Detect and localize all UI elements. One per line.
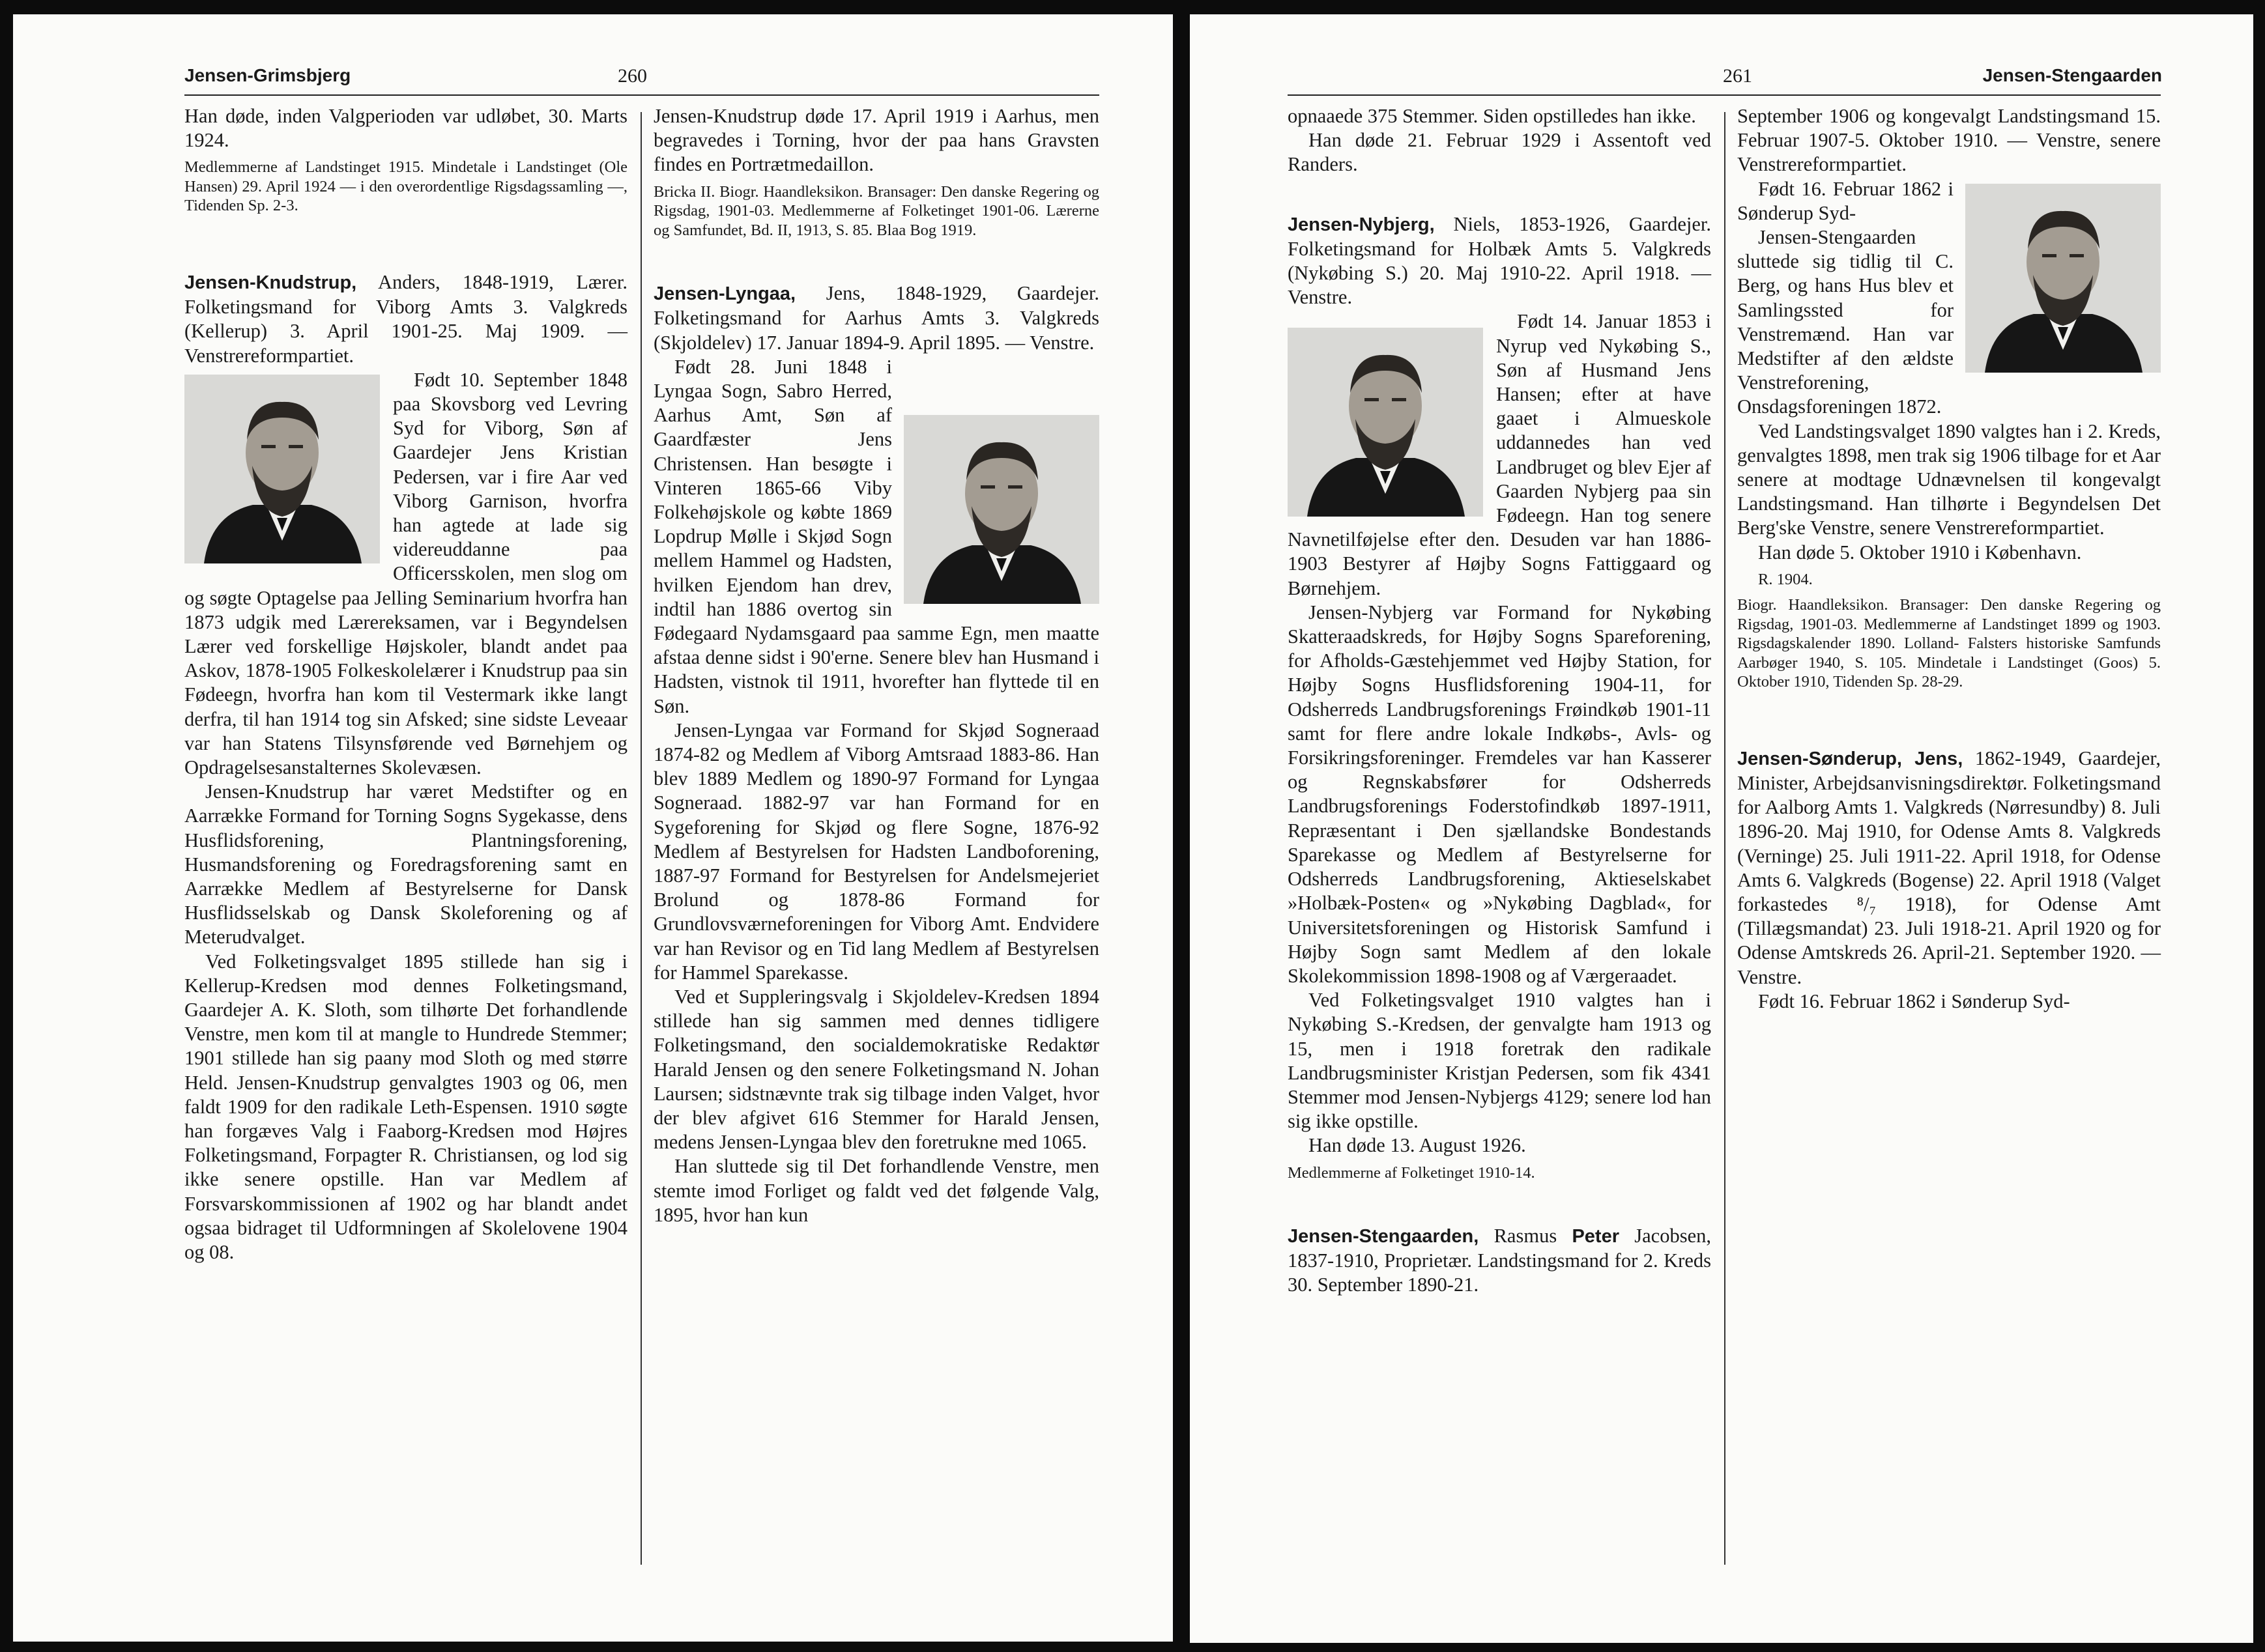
paragraph: Han døde 13. August 1926. [1308,1134,1526,1157]
paragraph: Jensen-Nybjerg var Formand for Nykøbing Skatteraadskreds, for Højby Sogns Spareforening, for Afholds-Gæstehjemmet ved Højby Station, for Højby Sogns Husflidsforening 1904-11, for Odsherreds Landbrugsforenings Frøindkøb 1901-11 samt for flere andre lokale Indkøbs-, Avls- og Forsikringsforeninger. Fremdeles var han Kasserer og Regnskabsfører for Odsherreds Landbrugsforenings Foderstofindkøb 1897-1911, Repræsentant i Den sjællandske Bondestands Sparekasse og Medlem af Bestyrelserne for Odsherreds Landbrugsforening, Aktieselskabet »Holbæk-Posten« og »Nykøbing Dagblad«, for Universitetsforeningen og Historisk Samfund i Højby Sogn samt Medlem af den lokale Skolekommission 1898-1908 og af Værgeraadet. [1288,601,1711,987]
paragraph: Født 16. Februar 1862 i Sønderup Syd- [1737,177,1954,224]
header-rule [1288,94,2161,96]
paragraph: Jensen-Stengaarden sluttede sig tidlig til C. Berg, og hans Hus blev et Samlingssted for Venstremænd. Han var Medstifter af den ældste Venstreforening, Onsdagsforeningen 1872. [1737,226,1954,418]
sources-note: Medlemmerne af Folketinget 1910-14. [1288,1163,1535,1182]
paragraph: Han døde 21. Februar 1929 i Assentoft ved Randers. [1288,129,1711,176]
entry-name: Jensen-Nybjerg, [1288,214,1435,235]
left-page [13,14,1173,1642]
entry-heading [184,270,628,368]
paragraph: Jensen-Knudstrup døde 17. April 1919 i Aarhus, men begravedes i Torning, hvor der paa hans Gravsten findes en Portrætmedaillon. [654,105,1099,176]
column-divider [641,112,642,1565]
portrait-photo [904,415,1099,604]
paragraph: Født 16. Februar 1862 i Sønderup Syd- [1758,990,2070,1012]
portrait-photo [1965,184,2161,373]
page-number: 261 [1723,65,1752,87]
column-right [1737,104,2161,1014]
entry-intro: Jacobsen, 1837-1910, Proprietær. Landstingsmand for 2. Kreds 30. September 1890-21. [1288,1225,1711,1296]
column-divider [1724,112,1725,1565]
paragraph: Jensen-Lyngaa var Formand for Skjød Sogneraad 1874-82 og Medlem af Viborg Amtsraad 1883-86. Han blev 1889 Medlem og 1890-97 Formand for Lyngaa Sogneraad. 1882-97 var han Formand for en Sygeforening for Skjød og flere Sogne, 1876-92 Medlem af Bestyrelsen for Hadsten Landboforening, 1887-97 Formand for Bestyrelsen for Andelsmejeriet Brolund og 1878-86 Formand for Grundlovsværneforeningen for Viborg Amt. Endvidere var han Revisor og en Tid lang Medlem af Bestyrelsen for Hammel Sparekasse. [654,719,1099,984]
sources-note: Bricka II. Biogr. Haandleksikon. Bransager: Den danske Regering og Rigsdag, 1901-03. Medlemmerne af Folketinget 1901-06. Lærerne og Samfundet, Bd. II, 1913, S. 85. Blaa Bog 1919. [654,182,1099,239]
portrait-photo [184,375,380,563]
right-page [1190,14,2253,1643]
column-right [654,104,1099,1227]
column-left [184,104,628,1264]
paragraph: Ved Folketingsvalget 1895 stillede han sig i Kellerup-Kredsen mod dennes Folketingsmand, Gaardejer A. K. Sloth, som tilhørte Det forhandlende Venstre, men kom til at mangle to Hundrede Stemmer; 1901 stillede han sig paany mod Sloth og med større Held. Jensen-Knudstrup genvalgtes 1903 og 06, men faldt 1909 for den radikale Leth-Espensen. 1910 søgte han forgæves Valg i Faaborg-Kredsen mod Højres Folketingsmand, Forpagter R. Christiansen, og lod sig ikke senere opstille. Han var Medlem af Forsvarskommissionen af 1902 og har blandt andet ogsaa bidraget til Udformningen af Skolelovene 1904 og 08. [184,950,628,1264]
entry-intro: 1848-1929, Gaardejer. Folketingsmand for Aarhus Amts 3. Valgkreds (Skjoldelev) 17. Januar 1894-9. April 1895. — Venstre. [654,282,1100,354]
entry-name: Jensen-Sønderup, Jens, [1737,748,1963,769]
paragraph: Født 10. September 1848 paa Skovsborg ved Levring Syd for Viborg, Søn af Gaardejer Jens Kristian Pedersen, var i fire Aar ved Viborg Garnison, hvorfra han agtede at lade sig videreuddanne paa Officersskolen, men slog om og søgte Optagelse paa Jelling Seminarium hvorfra han 1873 udgik med Lærereksamen, var i Begyndelsen Lærer ved forskellige Højskoler, blandt andet paa Askov, 1878-1905 Folkeskolelærer i Knudstrup paa sin Fødeegn, hvorfra han kom til Vestermark ikke langt derfra, til han 1914 tog sin Afsked; sine sidste Leveaar var han Statens Tilsynsførende ved Børnehjem og Opdragelsesanstalternes Skolevæsen. [184,368,628,778]
entry-name: Jensen-Lyngaa, [654,283,796,305]
honours-note: R. 1904. [1758,570,1813,588]
entry-name: Jensen-Stengaarden, [1288,1226,1479,1247]
header-rule [184,94,1099,96]
paragraph: Ved Folketingsvalget 1910 valgtes han i Nykøbing S.-Kredsen, der genvalgte ham 1913 og 15, men i 1918 foretrak den radikale Landbrugsminister Kristjan Pedersen, som fik 4341 Stemmer mod Jensen-Nybjergs 4129; senere lod han sig ikke opstille. [1288,989,1711,1133]
paragraph: Ved Landstingsvalget 1890 valgtes han i 2. Kreds, genvalgtes 1898, men trak sig 1906 tilbage for et Aar senere at modtage Udnævnelsen til kongevalgt Landstingsmand. Han tilhørte i Begyndelsen Det Berg'ske Venstre, senere Venstrereformpartiet. [1737,420,2161,539]
paragraph: Han døde 5. Oktober 1910 i København. [1758,541,2082,563]
paragraph: September 1906 og kongevalgt Landstingsmand 15. Februar 1907-5. Oktober 1910. — Venstre, senere Venstrereformpartiet. [1737,105,2161,176]
page-number: 260 [618,65,647,87]
entry-intro: 1862-1949, Gaardejer, Minister, Arbejdsanvisningsdirektør. Folketingsmand for Aalborg Amts 1. Valgkreds (Nørresundby) 8. Juli 1896-20. Maj 1910, for Odense Amts 8. Valgkreds (Verninge) 25. Juli 1911-22. April 1918, for Odense Amts 6. Valgkreds (Bogense) 22. April 1918 (Valget forkastedes ⁸/₇ 1918), for Odense Amt (Tillægsmandat) 23. Juli 1918-21. April 1920 og for Odense Amtskreds 26. April-21. September 1920. — Venstre. [1737,747,2161,988]
paragraph: Han døde, inden Valgperioden var udløbet, 30. Marts 1924. [184,105,628,152]
paragraph: Født 28. Juni 1848 i Lyngaa Sogn, Sabro Herred, Aarhus Amt, Søn af Gaardfæster Jens Christensen. Han besøgte i Vinteren 1865-66 Viby Folkehøjskole og købte 1869 Lopdrup Mølle i Skjød Sogn mellem Hammel og Hadsten, hvilken Ejendom han drev, indtil han 1886 overtog sin Fødegaard Nydamsgaard paa samme Egn, men maatte afstaa denne sidst i 90'erne. Senere blev han Husmand i Hadsten, vistnok til 1911, hvorefter han flyttede til en Søn. [654,355,1099,717]
entry-name: Jensen-Knudstrup, [184,272,357,293]
paragraph: Jensen-Knudstrup har været Medstifter og en Aarrække Formand for Torning Sogns Sygekasse, dens Husflidsforening, Plantningsforening, Husmandsforening og Foredragsforening samt en Aarrække Medlem af Bestyrelserne for Dansk Husflidsselskab og Dansk Skoleforening og af Meterudvalget. [184,780,628,948]
running-header-name: Jensen-Stengaarden [1982,65,2162,85]
column-left [1288,104,1711,1298]
entry-heading [1288,1224,1711,1298]
paragraph: Ved et Suppleringsvalg i Skjoldelev-Kredsen 1894 stillede han sig sammen med dennes tidligere Folketingsmand, den socialdemokratiske Redaktør Harald Jensen og den senere Folketingsmand N. Johan Laursen; sidstnævnte trak sig tilbage inden Valget, hvor der blev afgivet 616 Stemmer for Harald Jensen, medens Jensen-Lyngaa blev den foretrukne med 1065. [654,986,1099,1154]
entry-intro: Niels, 1853-1926, Gaardejer. Folketingsmand for Holbæk Amts 5. Valgkreds (Nykøbing S.) 20. Maj 1910-22. April 1918. — Venstre. [1288,212,1711,309]
paragraph: opnaaede 375 Stemmer. Siden opstilledes han ikke. [1288,105,1696,127]
sources-note: Biogr. Haandleksikon. Bransager: Den danske Regering og Rigsdag, 1901-03. Medlemmerne af Landstinget 1899 og 1903. Rigsdagskalender 1890. Lolland- Falsters historiske Samfunds Aarbøger 1940, S. 105. Mindetale i Landstinget (Goos) 5. Oktober 1910, Tidenden Sp. 28-29. [1737,596,2161,691]
entry-heading [654,281,1099,355]
entry-heading [1737,747,2161,990]
entry-heading [1288,212,1711,310]
portrait-photo [1288,328,1483,517]
entry-intro: Anders, 1848-1919, Lærer. Folketingsmand for Viborg Amts 3. Valgkreds (Kellerup) 3. April 1901-25. Maj 1909. — Venstrereformpartiet. [184,270,628,367]
paragraph: Han sluttede sig til Det forhandlende Venstre, men stemte imod Forliget og faldt ved det følgende Valg, 1895, hvor han kun [654,1155,1099,1226]
entry-first-name: Rasmus [1479,1225,1572,1247]
paragraph: Født 14. Januar 1853 i Nyrup ved Nykøbing S., Søn af Husmand Jens Hansen; efter at have gaaet i Almueskole uddannedes han ved Landbruget og blev Ejer af Gaarden Nybjerg paa sin Fødeegn. Han tog senere Navnetilføjelse efter den. Desuden var han 1886-1903 Bestyrer af Højby Sogns Fattiggaard og Børnehjem. [1288,310,1711,599]
entry-first-name-bold: Peter [1572,1226,1619,1247]
running-header-name: Jensen-Grimsbjerg [184,65,351,85]
entry-first-name: Jens, [796,282,865,305]
sources-note: Medlemmerne af Landstinget 1915. Mindetale i Landstinget (Ole Hansen) 29. April 1924 — i den overordentlige Rigsdagssamling —, Tidenden Sp. 2-3. [184,158,628,215]
